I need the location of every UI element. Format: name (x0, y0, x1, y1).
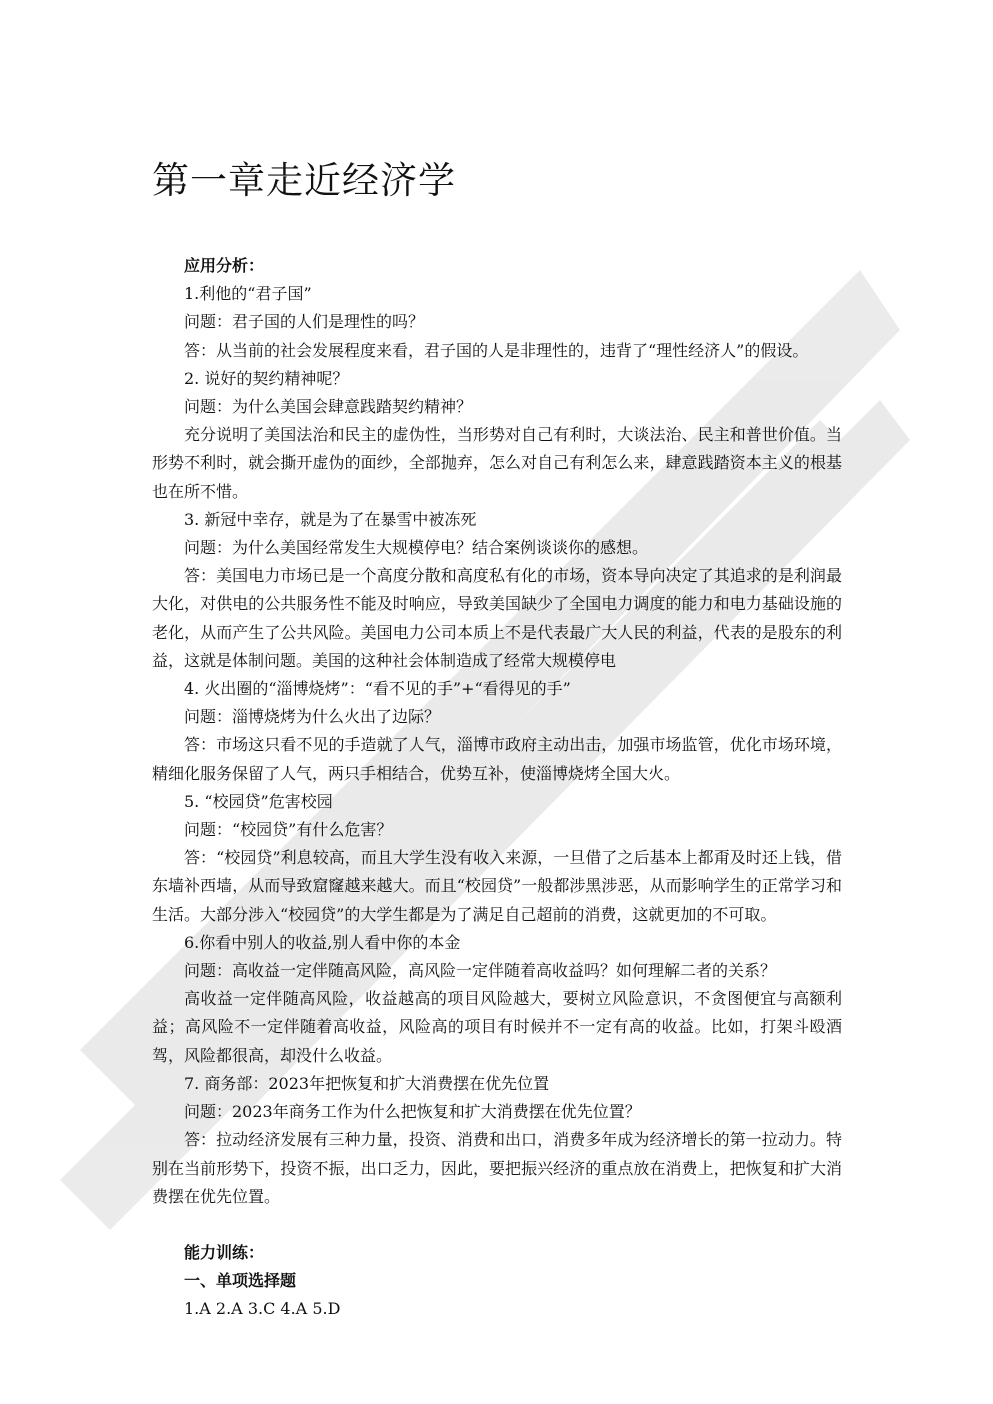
document-body (152, 252, 842, 1324)
item-answer: 答：从当前的社会发展程度来看，君子国的人是非理性的，违背了“理性经济人”的假设。 (184, 340, 809, 360)
item-title: 5. “校园贷”危害校园 (184, 791, 333, 811)
chapter-title: 第一章走近经济学 (152, 159, 456, 202)
subsection-heading-choice: 一、单项选择题 (184, 1271, 297, 1291)
item-question: 问题：高收益一定伴随高风险，高风险一定伴随着高收益吗？如何理解二者的关系？ (184, 961, 777, 981)
item-title: 2. 说好的契约精神呢？ (184, 368, 349, 388)
item-question: 问题：君子国的人们是理性的吗？ (184, 312, 425, 332)
item-answer: 答：市场这只看不见的手造就了人气，淄博市政府主动出击，加强市场监管，优化市场环境，精细化服务保留了人气，两只手相结合，优势互补，使淄博烧烤全国大火。 (152, 735, 842, 783)
item-answer: 答：拉动经济发展有三种力量，投资、消费和出口，消费多年成为经济增长的第一拉动力。特别在当前形势下，投资不振，出口乏力，因此，要把振兴经济的重点放在消费上，把恢复和扩大消费摆在优先位置。 (152, 1130, 842, 1206)
item-question: 问题：为什么美国经常发生大规模停电？结合案例谈谈你的感想。 (184, 538, 649, 558)
document-page (152, 150, 842, 1324)
item-title: 7. 商务部：2023年把恢复和扩大消费摆在优先位置 (184, 1073, 550, 1093)
section-heading-analysis: 应用分析： (184, 256, 265, 275)
choice-answers: 1.A 2.A 3.C 4.A 5.D (184, 1299, 341, 1319)
item-title: 4. 火出圈的“淄博烧烤”：“看不见的手”+“看得见的手” (184, 679, 571, 699)
item-answer: 答：美国电力市场已是一个高度分散和高度私有化的市场，资本导向决定了其追求的是利润最大化，对供电的公共服务性不能及时响应，导致美国缺少了全国电力调度的能力和电力基础设施的老化，从而产生了公共风险。美国电力公司本质上不是代表最广大人民的利益，代表的是股东的利益，这就是体制问题。美国的这种社会体制造成了经常大规模停电 (152, 566, 842, 670)
item-answer: 答：“校园贷”利息较高，而且大学生没有收入来源，一旦借了之后基本上都甭及时还上钱，借东墙补西墙，从而导致窟窿越来越大。而且“校园贷”一般都涉黑涉恶，从而影响学生的正常学习和生活。大部分涉入“校园贷”的大学生都是为了满足自己超前的消费，这就更加的不可取。 (152, 848, 842, 924)
item-answer: 高收益一定伴随高风险，收益越高的项目风险越大，要树立风险意识，不贪图便宜与高额利益；高风险不一定伴随着高收益，风险高的项目有时候并不一定有高的收益。比如，打架斗殴酒驾，风险都很高，却没什么收益。 (152, 989, 842, 1065)
section-heading-training: 能力训练： (184, 1242, 265, 1262)
item-title: 1.利他的“君子国” (184, 284, 312, 304)
item-answer: 充分说明了美国法治和民主的虚伪性，当形势对自己有利时，大谈法治、民主和普世价值。当形势不利时，就会撕开虚伪的面纱，全部抛弃，怎么对自己有利怎么来，肆意践踏资本主义的根基也在所不惜。 (152, 425, 842, 501)
item-question: 问题：“校园贷”有什么危害？ (184, 820, 393, 840)
spacer (152, 1211, 842, 1239)
item-title: 3. 新冠中幸存，就是为了在暴雪中被冻死 (184, 509, 477, 529)
item-question: 问题：为什么美国会肆意践踏契约精神？ (184, 397, 473, 417)
item-question: 问题：2023年商务工作为什么把恢复和扩大消费摆在优先位置？ (184, 1102, 641, 1122)
item-title: 6.你看中别人的收益,别人看中你的本金 (184, 932, 461, 952)
item-question: 问题：淄博烧烤为什么火出了边际？ (184, 707, 441, 727)
